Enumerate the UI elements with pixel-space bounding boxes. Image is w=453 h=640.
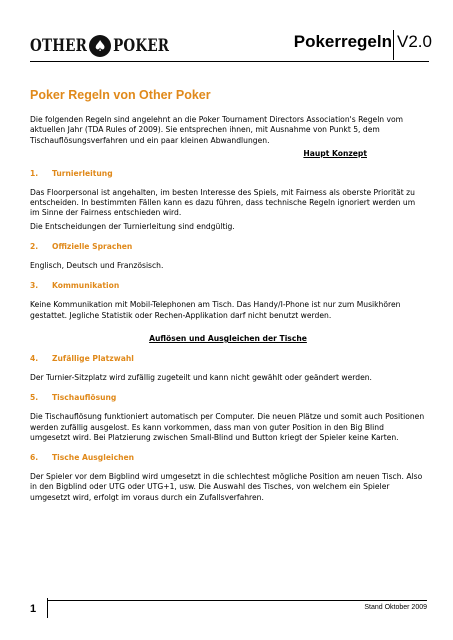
section-4-paragraph: Der Turnier-Sitzplatz wird zufällig zugeteilt und kann nicht gewählt oder geändert werden. (30, 372, 372, 382)
heading-tische: Auflösen und Ausgleichen der Tische (149, 333, 307, 343)
section-1-paragraph-2: Die Entscheidungen der Turnierleitung sind endgültig. (30, 221, 235, 231)
section-heading-4 (30, 354, 426, 363)
section-heading-2 (30, 242, 426, 251)
section-title: Kommunikation (52, 281, 120, 291)
intro-paragraph: Die folgenden Regeln sind angelehnt an die Poker Tournament Directors Association's Regeln vom aktuellen Jahr (TDA Rules of 2009). Sie entsprechen ihnen, mit Ausnahme von Punkt 5, dem Tischauflösungsverfahren und ein paar kleinen Abwandlungen. (30, 115, 404, 145)
header-separator (393, 30, 394, 60)
document-title: Poker Regeln von Other Poker (30, 88, 211, 102)
footer-rule (47, 600, 427, 601)
section-2-paragraph: Englisch, Deutsch und Französisch. (30, 261, 164, 271)
other-poker-logo (30, 36, 169, 56)
header-rule (30, 61, 429, 62)
footer-separator (47, 598, 48, 618)
header-title: Pokerregeln (293, 32, 392, 51)
logo-text-left: OTHER (30, 36, 88, 56)
page-number: 1 (30, 603, 37, 615)
section-number: 6. (30, 453, 39, 463)
section-title: Offizielle Sprachen (52, 242, 133, 252)
section-title: Zufällige Platzwahl (52, 353, 134, 363)
section-6-paragraph: Der Spieler vor dem Bigblind wird umgesetzt in die schlechtest mögliche Position am neuen Tisch. Also in den Bigblind oder UTG oder UTG+1, usw. Die Auswahl des Tisches, von welchem ein Spieler umgesetzt wird, erfolgt im voraus durch ein Zufallsverfahren. (30, 472, 423, 502)
section-heading-3 (30, 281, 426, 290)
section-number: 1. (30, 168, 39, 178)
section-number: 5. (30, 393, 39, 403)
section-title: Turnierleitung (52, 168, 113, 178)
section-1-paragraph-1: Das Floorpersonal ist angehalten, im besten Interesse des Spiels, mit Fairness als oberste Priorität zu entscheiden. In bestimmten Fällen kann es dazu führen, dass technische Regeln ignoriert werden um im Sinne der Fairness entschieden wird. (30, 187, 416, 218)
heading-haupt-konzept: Haupt Konzept (303, 148, 367, 158)
section-title: Tische Ausgleichen (52, 453, 135, 463)
section-heading-1 (30, 169, 426, 178)
header-version: V2.0 (397, 32, 432, 51)
section-number: 2. (30, 242, 39, 252)
section-3-paragraph: Keine Kommunikation mit Mobil-Telephonen am Tisch. Das Handy/I-Phone ist nur zum Musikhören gestattet. Jegliche Statistik oder Rechen-Applikation darf nicht benutzt werden. (30, 300, 401, 320)
logo-text-right: POKER (113, 36, 170, 56)
section-5-paragraph: Die Tischauflösung funktioniert automatisch per Computer. Die neuen Plätze und somit auch Positionen werden zufällig ausgelost. Es kann vorkommen, dass man von guter Position in den Big Blind umgesetzt wird. Bei Platzierung zwischen Small-Blind und Button kriegt der Spieler keine Karten. (30, 412, 425, 442)
footer-date: Stand Oktober 2009 (364, 604, 427, 611)
section-title: Tischauflösung (52, 393, 117, 403)
document-body (30, 88, 426, 506)
section-heading-5 (30, 393, 426, 402)
spade-icon: ♠ (89, 35, 111, 57)
section-number: 4. (30, 353, 39, 363)
section-heading-6 (30, 453, 426, 462)
section-number: 3. (30, 281, 39, 291)
